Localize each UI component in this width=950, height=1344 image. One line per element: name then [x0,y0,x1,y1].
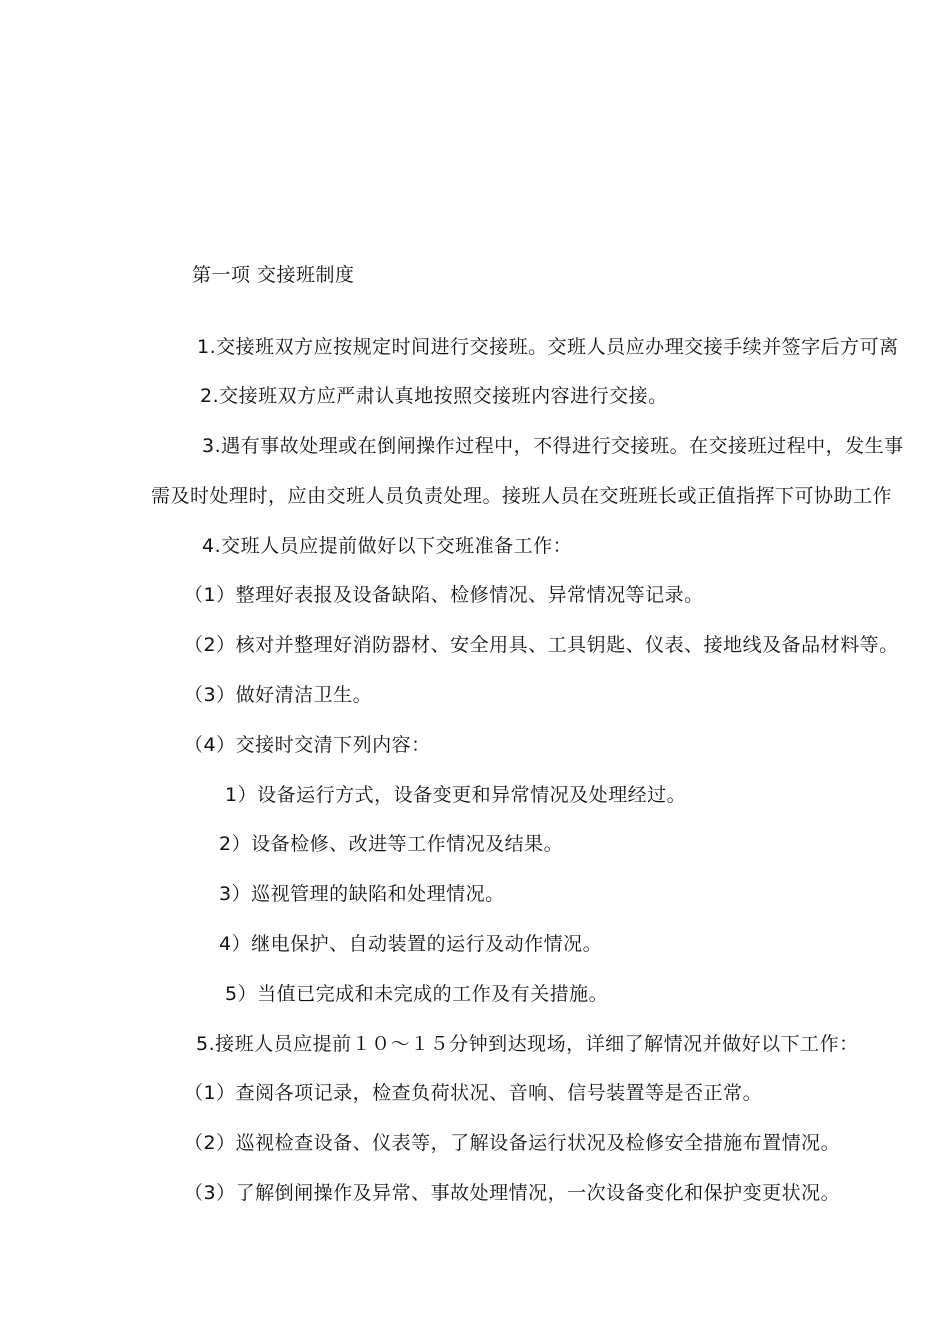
paragraph-line: 需及时处理时，应由交班人员负责处理。接班人员在交班班长或正值指挥下可协助工作 [151,485,893,507]
list-item: （4）交接时交清下列内容： [184,734,431,756]
list-item: （3）了解倒闸操作及异常、事故处理情况，一次设备变化和保护变更状况。 [184,1182,841,1204]
paragraph-line: 1.交接班双方应按规定时间进行交接班。交班人员应办理交接手续并签字后方可离 [197,336,899,358]
section-heading: 第一项 交接班制度 [192,264,355,286]
list-item: （1）整理好表报及设备缺陷、检修情况、异常情况等记录。 [184,584,704,606]
sub-list-item: 5）当值已完成和未完成的工作及有关措施。 [225,983,609,1005]
sub-list-item: 3）巡视管理的缺陷和处理情况。 [219,883,505,905]
paragraph-line: 5.接班人员应提前１０～１５分钟到达现场，详细了解情况并做好以下工作： [196,1033,859,1055]
sub-list-item: 4）继电保护、自动装置的运行及动作情况。 [219,933,603,955]
paragraph-line: 4.交班人员应提前做好以下交班准备工作： [202,535,573,557]
sub-list-item: 2）设备检修、改进等工作情况及结果。 [219,833,564,855]
list-item: （2）核对并整理好消防器材、安全用具、工具钥匙、仪表、接地线及备品材料等。 [184,634,899,656]
sub-list-item: 1）设备运行方式，设备变更和异常情况及处理经过。 [225,784,687,806]
paragraph-line: 3.遇有事故处理或在倒闸操作过程中，不得进行交接班。在交接班过程中，发生事 [202,435,904,457]
list-item: （3）做好清洁卫生。 [184,684,373,706]
paragraph-line: 2.交接班双方应严肃认真地按照交接班内容进行交接。 [200,385,668,407]
list-item: （2）巡视检查设备、仪表等，了解设备运行状况及检修安全措施布置情况。 [184,1132,841,1154]
list-item: （1）查阅各项记录，检查负荷状况、音响、信号装置等是否正常。 [184,1082,763,1104]
